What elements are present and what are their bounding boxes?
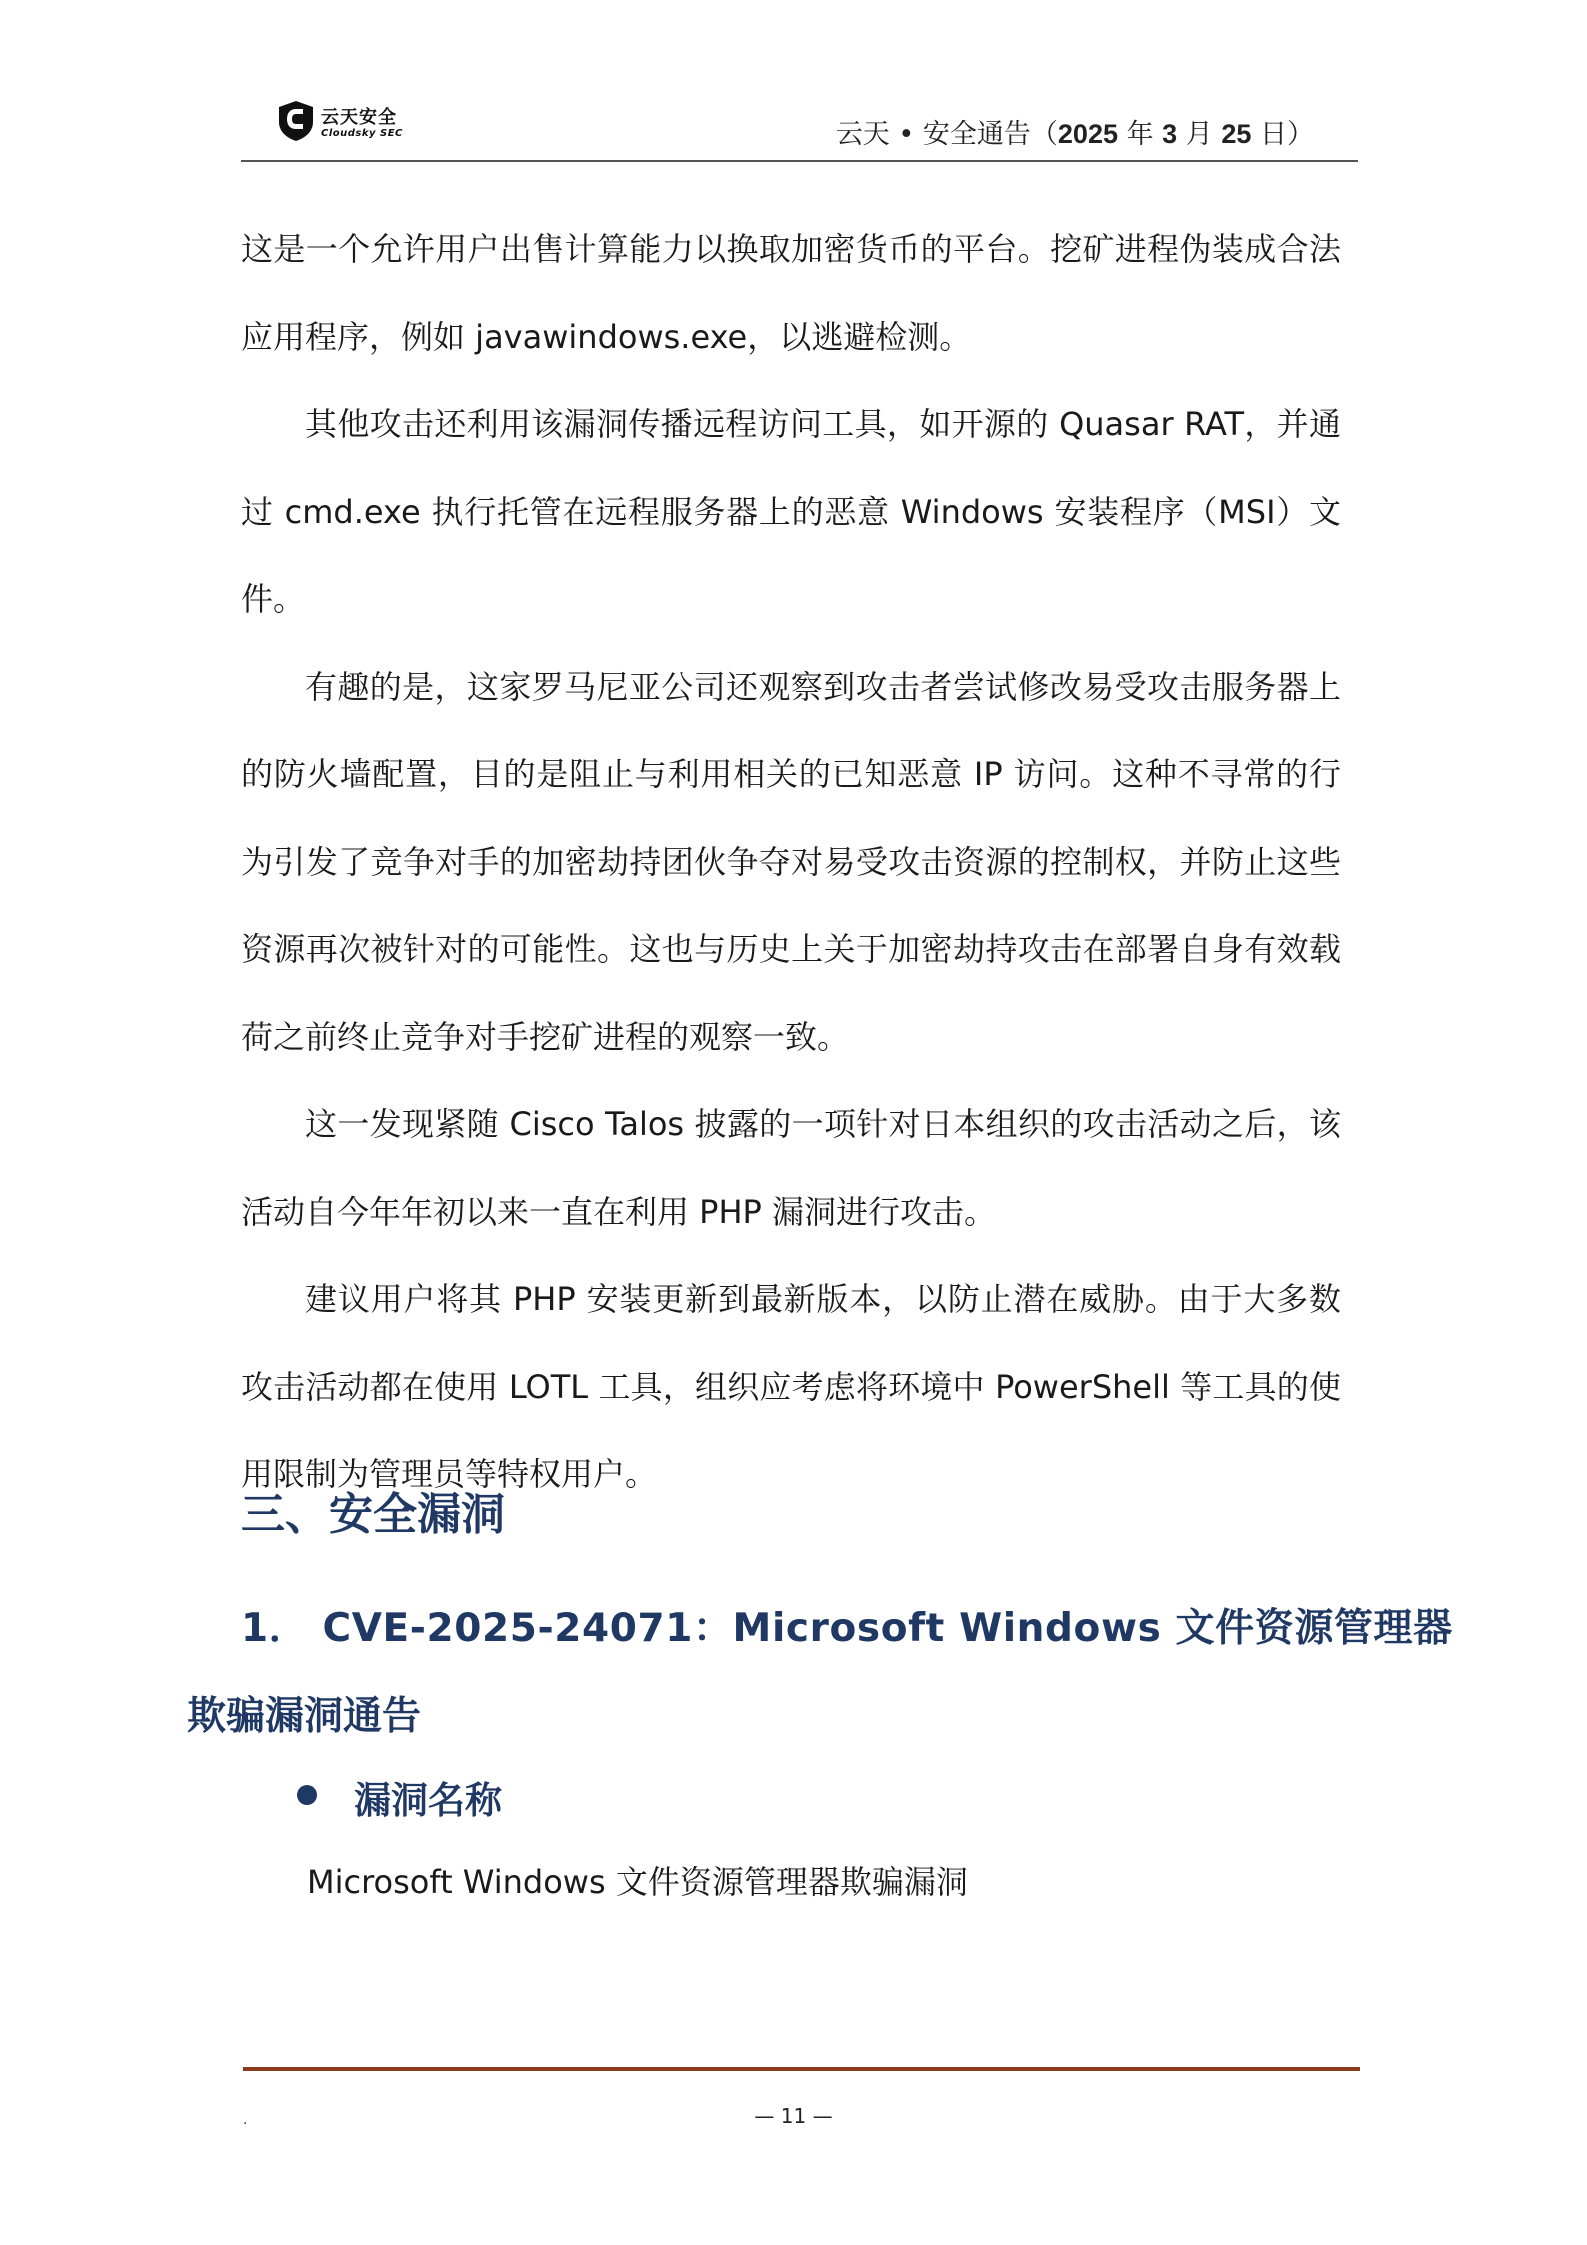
- title-year-unit: 年: [1117, 119, 1163, 150]
- footer-divider: [243, 2067, 1360, 2071]
- paragraph-5: 建议用户将其 PHP 安装更新到最新版本，以防止潜在威胁。由于大多数攻击活动都在使用 LOTL 工具，组织应考虑将环境中 PowerShell 等工具的使用限制为管理员等特权用户。: [241, 1280, 1341, 1493]
- section-heading: 三、安全漏洞: [241, 1489, 505, 1540]
- vulnerability-name: Microsoft Windows 文件资源管理器欺骗漏洞: [307, 1863, 968, 1901]
- title-year: 2025: [1057, 119, 1118, 149]
- page-number: — 11 —: [754, 2104, 833, 2128]
- title-month-unit: 月: [1177, 119, 1222, 150]
- header-divider: [241, 160, 1358, 162]
- bulletin-title: [836, 112, 1314, 151]
- paragraph-4: 这一发现紧随 Cisco Talos 披露的一项针对日本组织的攻击活动之后，该活动自今年年初以来一直在利用 PHP 漏洞进行攻击。: [241, 1105, 1341, 1231]
- company-logo: [277, 100, 417, 146]
- logo-english-text: Cloudsky SEC: [321, 128, 403, 139]
- paragraph-1: 这是一个允许用户出售计算能力以换取加密货币的平台。挖矿进程伪装成合法应用程序，例如 javawindows.exe，以逃避检测。: [241, 230, 1341, 356]
- title-month: 3: [1162, 119, 1178, 149]
- bullet-label: 漏洞名称: [354, 1779, 502, 1822]
- bullet-dot-icon: [297, 1785, 317, 1805]
- page-header: [241, 92, 1358, 162]
- title-prefix: 云天 • 安全通告（: [835, 119, 1058, 150]
- shield-logo-icon: [277, 100, 315, 142]
- paragraph-2: 其他攻击还利用该漏洞传播远程访问工具，如开源的 Quasar RAT，并通过 cmd.exe 执行托管在远程服务器上的恶意 Windows 安装程序（MSI）文件。: [241, 405, 1341, 618]
- title-day: 25: [1221, 119, 1252, 149]
- vulnerability-heading-line1: 1． CVE-2025-24071：Microsoft Windows 文件资源管理器: [241, 1606, 1453, 1651]
- logo-chinese-text: 云天安全: [321, 107, 397, 128]
- paragraph-3: 有趣的是，这家罗马尼亚公司还观察到攻击者尝试修改易受攻击服务器上的防火墙配置，目的是阻止与利用相关的已知恶意 IP 访问。这种不寻常的行为引发了竞争对手的加密劫持团伙争夺对易受攻击资源的控制权，并防止这些资源再次被针对的可能性。这也与历史上关于加密劫持攻击在部署自身有效载荷之前终止竞争对手挖矿进程的观察一致。: [241, 667, 1341, 1056]
- article-body: [241, 206, 1341, 1519]
- vulnerability-heading-line2: 欺骗漏洞通告: [187, 1694, 422, 1739]
- footer-dot: .: [243, 2112, 248, 2128]
- title-day-unit: 日）: [1251, 119, 1314, 150]
- vulnerability-heading: [187, 1585, 1453, 1761]
